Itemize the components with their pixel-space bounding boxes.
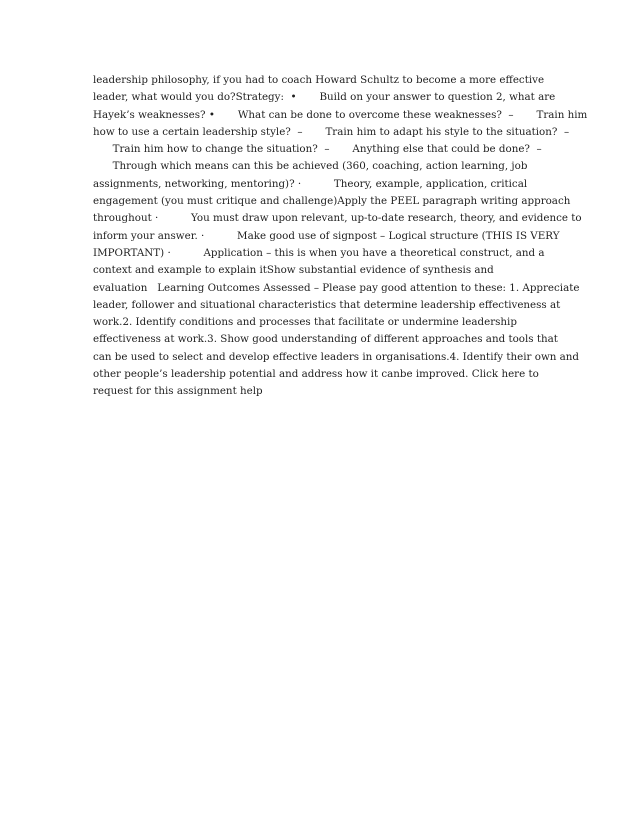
text-line: context and example to explain itShow substantial evidence of synthesis and <box>93 264 494 277</box>
text-line: Train him how to change the situation? – Anything else that could be done? – <box>93 143 542 156</box>
text-line: leadership philosophy, if you had to coach Howard Schultz to become a more effective <box>93 74 545 86</box>
text-line: Hayek’s weaknesses? • What can be done to overcome these weaknesses? – Train him <box>93 108 588 121</box>
body-text <box>93 72 588 401</box>
text-line: effectiveness at work.3. Show good understanding of different approaches and tools that <box>93 333 558 346</box>
text-line: IMPORTANT) · Application – this is when you have a theoretical construct, and a <box>93 246 545 259</box>
text-line: leader, follower and situational characteristics that determine leadership effectiveness at <box>93 298 561 311</box>
text-line: inform your answer. · Make good use of signpost – Logical structure (THIS IS VERY <box>93 229 560 242</box>
text-line: work.2. Identify conditions and processes that facilitate or undermine leadership <box>93 316 517 329</box>
text-line: request for this assignment help <box>93 385 263 398</box>
text-line: throughout · You must draw upon relevant, up-to-date research, theory, and evidence to <box>93 212 582 225</box>
text-line: Through which means can this be achieved (360, coaching, action learning, job <box>93 160 528 173</box>
text-line: assignments, networking, mentoring)? · Theory, example, application, critical <box>93 177 528 190</box>
text-line: how to use a certain leadership style? – Train him to adapt his style to the situation? – <box>93 125 570 138</box>
text-line: engagement (you must critique and challenge)Apply the PEEL paragraph writing approach <box>93 195 571 208</box>
text-line: leader, what would you do?Strategy: • Build on your answer to question 2, what are <box>93 91 556 104</box>
text-line: can be used to select and develop effective leaders in organisations.4. Identify their own and <box>93 350 580 363</box>
text-line: evaluation Learning Outcomes Assessed – Please pay good attention to these: 1. Appreciate <box>93 281 580 294</box>
text-line: other people’s leadership potential and address how it canbe improved. Click here to <box>93 368 539 381</box>
